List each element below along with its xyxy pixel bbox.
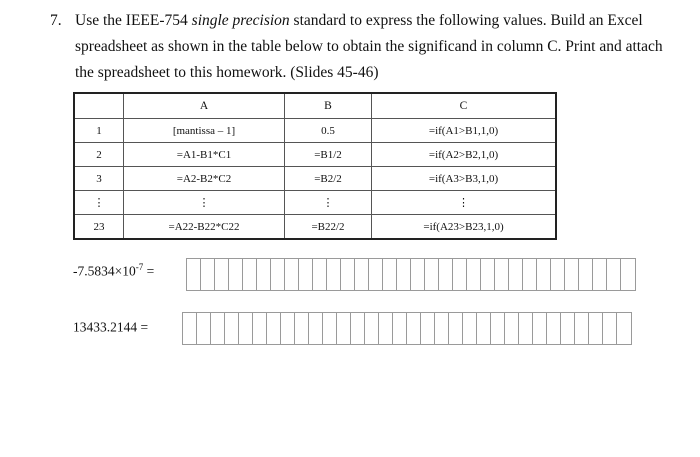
bit-box[interactable]: [295, 313, 309, 344]
bit-box[interactable]: [243, 259, 257, 290]
cell-b: 0.5: [285, 119, 372, 143]
bit-box[interactable]: [547, 313, 561, 344]
question-text: [75, 8, 680, 86]
answer-2-equals: =: [137, 319, 149, 335]
cell-b: =B1/2: [285, 143, 372, 167]
bit-box[interactable]: [421, 313, 435, 344]
bit-box[interactable]: [271, 259, 285, 290]
bit-box[interactable]: [561, 313, 575, 344]
cell-c: =if(A1>B1,1,0): [372, 119, 557, 143]
bit-box[interactable]: [201, 259, 215, 290]
bit-box[interactable]: [495, 259, 509, 290]
cell-a: =A2-B2*C2: [124, 167, 285, 191]
bit-box[interactable]: [355, 259, 369, 290]
bit-box[interactable]: [589, 313, 603, 344]
bit-box[interactable]: [523, 259, 537, 290]
bit-box[interactable]: [225, 313, 239, 344]
question-text-end: standard to express the following values. Build an Excel spreadsheet as shown in the table below to obtain the significand in column C. Print and attach the spreadsheet to this homework. (Slides 45-46): [75, 12, 663, 81]
table-row: [74, 119, 556, 143]
row-number: 23: [74, 215, 124, 240]
bit-box[interactable]: [183, 313, 197, 344]
answer-label-1: [73, 262, 154, 280]
row-number: ⋮: [74, 191, 124, 215]
bit-box[interactable]: [379, 313, 393, 344]
bit-box[interactable]: [481, 259, 495, 290]
bit-box[interactable]: [425, 259, 439, 290]
bit-box[interactable]: [383, 259, 397, 290]
bit-box[interactable]: [327, 259, 341, 290]
cell-a: ⋮: [124, 191, 285, 215]
bit-box[interactable]: [509, 259, 523, 290]
answer-1-exponent: -7: [135, 262, 144, 272]
bit-box[interactable]: [505, 313, 519, 344]
bit-box[interactable]: [393, 313, 407, 344]
bit-box[interactable]: [617, 313, 631, 344]
bit-box[interactable]: [323, 313, 337, 344]
bit-box[interactable]: [257, 259, 271, 290]
cell-a: [mantissa – 1]: [124, 119, 285, 143]
header-col-b: B: [285, 93, 372, 119]
bit-box[interactable]: [253, 313, 267, 344]
bit-box[interactable]: [593, 259, 607, 290]
bit-box[interactable]: [281, 313, 295, 344]
row-number: 3: [74, 167, 124, 191]
cell-b: =B22/2: [285, 215, 372, 240]
bit-box[interactable]: [397, 259, 411, 290]
bit-box[interactable]: [467, 259, 481, 290]
bit-box[interactable]: [187, 259, 201, 290]
bit-box[interactable]: [435, 313, 449, 344]
bit-box[interactable]: [407, 313, 421, 344]
bit-box[interactable]: [229, 259, 243, 290]
question-7: [50, 8, 680, 86]
bit-box[interactable]: [453, 259, 467, 290]
answer-2-base: 13433.2144: [73, 319, 138, 335]
bit-box[interactable]: [313, 259, 327, 290]
bit-box[interactable]: [215, 259, 229, 290]
table-row: [74, 167, 556, 191]
spreadsheet-table: [73, 92, 557, 240]
bit-box[interactable]: [365, 313, 379, 344]
bit-box[interactable]: [579, 259, 593, 290]
bit-box[interactable]: [351, 313, 365, 344]
bit-box[interactable]: [491, 313, 505, 344]
bit-box[interactable]: [411, 259, 425, 290]
bit-box[interactable]: [449, 313, 463, 344]
bit-box[interactable]: [621, 259, 635, 290]
bit-box[interactable]: [537, 259, 551, 290]
bit-box[interactable]: [309, 313, 323, 344]
table-row-ellipsis: [74, 191, 556, 215]
header-col-c: C: [372, 93, 557, 119]
bit-box[interactable]: [239, 313, 253, 344]
header-col-a: A: [124, 93, 285, 119]
bit-box[interactable]: [285, 259, 299, 290]
cell-b: ⋮: [285, 191, 372, 215]
bit-box[interactable]: [197, 313, 211, 344]
cell-c: =if(A2>B2,1,0): [372, 143, 557, 167]
bit-box[interactable]: [341, 259, 355, 290]
row-number: 1: [74, 119, 124, 143]
cell-b: =B2/2: [285, 167, 372, 191]
bit-box[interactable]: [267, 313, 281, 344]
bit-box[interactable]: [439, 259, 453, 290]
bit-box[interactable]: [603, 313, 617, 344]
answer-1-base: -7.5834×10: [73, 263, 136, 279]
bit-box[interactable]: [463, 313, 477, 344]
header-corner: [74, 93, 124, 119]
bit-grid-2: [182, 312, 632, 345]
bit-grid-1: [186, 258, 636, 291]
answer-label-2: [73, 318, 148, 336]
cell-c: ⋮: [372, 191, 557, 215]
bit-box[interactable]: [299, 259, 313, 290]
table-header-row: [74, 93, 556, 119]
bit-box[interactable]: [477, 313, 491, 344]
table-row: [74, 215, 556, 240]
cell-a: =A1-B1*C1: [124, 143, 285, 167]
cell-a: =A22-B22*C22: [124, 215, 285, 240]
answer-1-equals: =: [143, 263, 155, 279]
bit-box[interactable]: [607, 259, 621, 290]
bit-box[interactable]: [519, 313, 533, 344]
bit-box[interactable]: [575, 313, 589, 344]
bit-box[interactable]: [533, 313, 547, 344]
cell-c: =if(A23>B23,1,0): [372, 215, 557, 240]
bit-box[interactable]: [211, 313, 225, 344]
bit-box[interactable]: [369, 259, 383, 290]
bit-box[interactable]: [565, 259, 579, 290]
question-text-start: Use the IEEE-754: [75, 12, 192, 29]
bit-box[interactable]: [551, 259, 565, 290]
cell-c: =if(A3>B3,1,0): [372, 167, 557, 191]
question-number: 7.: [50, 12, 62, 29]
row-number: 2: [74, 143, 124, 167]
table-row: [74, 143, 556, 167]
bit-box[interactable]: [337, 313, 351, 344]
question-text-emphasis: single precision: [191, 12, 290, 29]
